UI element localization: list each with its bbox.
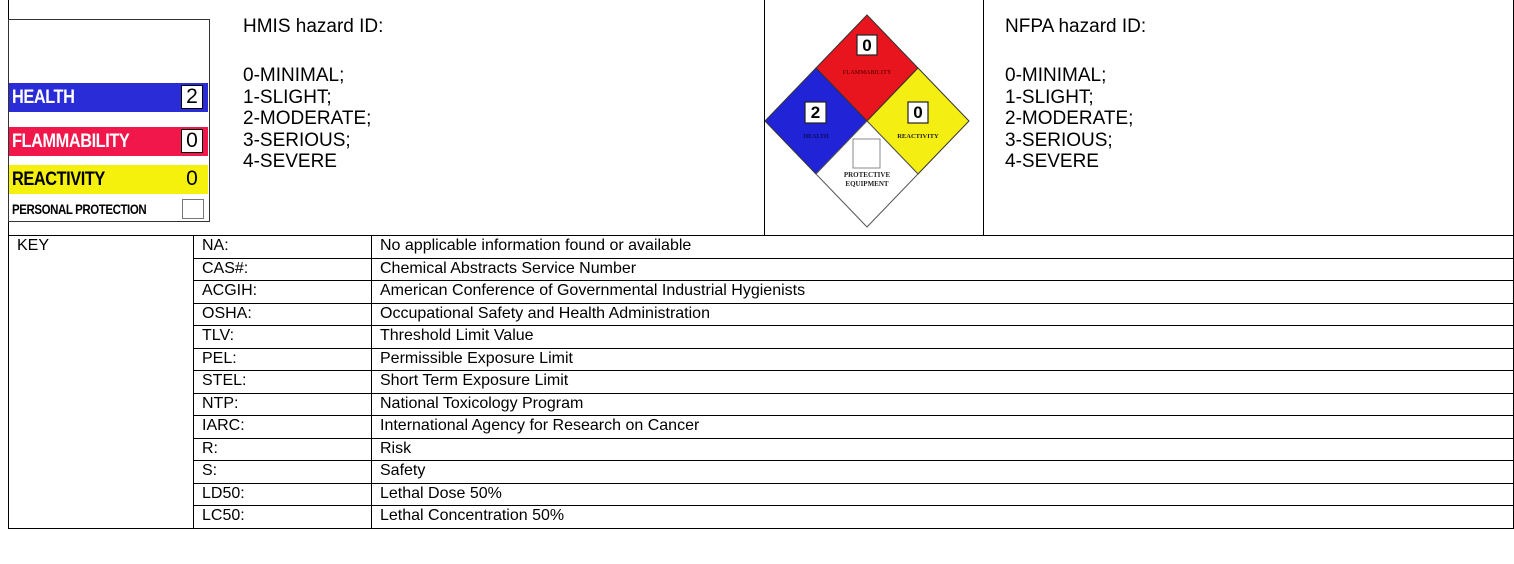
nfpa-scale-item: 4-SEVERE — [1005, 151, 1099, 172]
hmis-personal-protection-value — [182, 199, 204, 219]
hmis-scale-item: 4-SEVERE — [243, 151, 337, 172]
table-row — [9, 461, 1514, 484]
key-abbr: LD50: — [194, 483, 372, 506]
hmis-scale-item: 3-SERIOUS; — [243, 129, 351, 151]
key-abbr: STEL: — [194, 371, 372, 394]
table-row — [9, 371, 1514, 394]
key-meaning: National Toxicology Program — [372, 393, 1514, 416]
key-abbr: PEL: — [194, 348, 372, 371]
key-abbr: TLV: — [194, 326, 372, 349]
nfpa-protective-label-line2: EQUIPMENT — [845, 180, 889, 188]
nfpa-scale-list — [1005, 65, 1133, 173]
hmis-title: HMIS hazard ID: — [243, 16, 384, 37]
key-meaning: Occupational Safety and Health Administration — [372, 303, 1514, 326]
key-meaning: Threshold Limit Value — [372, 326, 1514, 349]
table-row — [9, 236, 1514, 259]
key-meaning: Safety — [372, 461, 1514, 484]
table-row — [9, 506, 1514, 529]
table-row — [9, 281, 1514, 304]
hmis-scale-list — [243, 65, 371, 173]
key-abbr: OSHA: — [194, 303, 372, 326]
table-row — [9, 416, 1514, 439]
key-meaning: Lethal Concentration 50% — [372, 506, 1514, 529]
table-row — [9, 326, 1514, 349]
nfpa-diamond — [764, 8, 984, 233]
key-heading: KEY — [9, 236, 194, 529]
key-abbr: CAS#: — [194, 258, 372, 281]
key-meaning: Chemical Abstracts Service Number — [372, 258, 1514, 281]
nfpa-reactivity-value: 0 — [913, 103, 923, 122]
nfpa-scale-item: 0-MINIMAL; — [1005, 65, 1107, 86]
key-meaning: Short Term Exposure Limit — [372, 371, 1514, 394]
nfpa-scale-item: 1-SLIGHT; — [1005, 86, 1094, 108]
hmis-personal-protection-row — [9, 198, 208, 220]
hmis-health-row — [9, 83, 208, 112]
key-abbr: IARC: — [194, 416, 372, 439]
nfpa-health-label: HEALTH — [803, 134, 829, 140]
key-table-body — [9, 236, 1514, 529]
table-row — [9, 258, 1514, 281]
nfpa-diamond-svg — [764, 8, 984, 233]
nfpa-title: NFPA hazard ID: — [1005, 16, 1147, 37]
key-abbr: S: — [194, 461, 372, 484]
hmis-scale-item: 1-SLIGHT; — [243, 86, 332, 108]
key-abbr: ACGIH: — [194, 281, 372, 304]
key-table — [8, 235, 1514, 529]
table-row — [9, 303, 1514, 326]
key-abbr: NA: — [194, 236, 372, 259]
nfpa-protective-box — [853, 139, 880, 168]
hmis-flammability-row — [9, 127, 208, 156]
hmis-label-graphic — [8, 19, 210, 222]
key-abbr: LC50: — [194, 506, 372, 529]
hmis-flammability-value: 0 — [181, 129, 203, 153]
hmis-health-label: HEALTH — [12, 87, 75, 108]
hmis-reactivity-row — [9, 165, 208, 194]
key-meaning: No applicable information found or available — [372, 236, 1514, 259]
hazard-id-section — [0, 0, 1514, 236]
hmis-reactivity-label: REACTIVITY — [12, 169, 105, 190]
table-row — [9, 438, 1514, 461]
table-row — [9, 393, 1514, 416]
table-row — [9, 348, 1514, 371]
hmis-scale-item: 0-MINIMAL; — [243, 65, 345, 86]
hmis-personal-protection-label: PERSONAL PROTECTION — [12, 201, 147, 217]
nfpa-reactivity-label: REACTIVITY — [897, 133, 939, 140]
key-meaning: American Conference of Governmental Industrial Hygienists — [372, 281, 1514, 304]
key-meaning: Risk — [372, 438, 1514, 461]
key-meaning: International Agency for Research on Cancer — [372, 416, 1514, 439]
key-meaning: Permissible Exposure Limit — [372, 348, 1514, 371]
hmis-reactivity-value: 0 — [186, 167, 198, 190]
key-abbr: NTP: — [194, 393, 372, 416]
table-row — [9, 483, 1514, 506]
nfpa-flammability-value: 0 — [862, 36, 872, 55]
nfpa-flammability-label: FLAMMABILITY — [842, 70, 892, 76]
hmis-flammability-label: FLAMMABILITY — [12, 131, 130, 152]
hmis-health-value: 2 — [181, 85, 203, 109]
nfpa-scale-item: 2-MODERATE; — [1005, 108, 1134, 129]
hmis-scale-item: 2-MODERATE; — [243, 108, 372, 129]
nfpa-scale-item: 3-SERIOUS; — [1005, 129, 1113, 151]
nfpa-protective-label-line1: PROTECTIVE — [843, 171, 891, 179]
key-abbr: R: — [194, 438, 372, 461]
key-meaning: Lethal Dose 50% — [372, 483, 1514, 506]
nfpa-health-value: 2 — [810, 103, 821, 122]
